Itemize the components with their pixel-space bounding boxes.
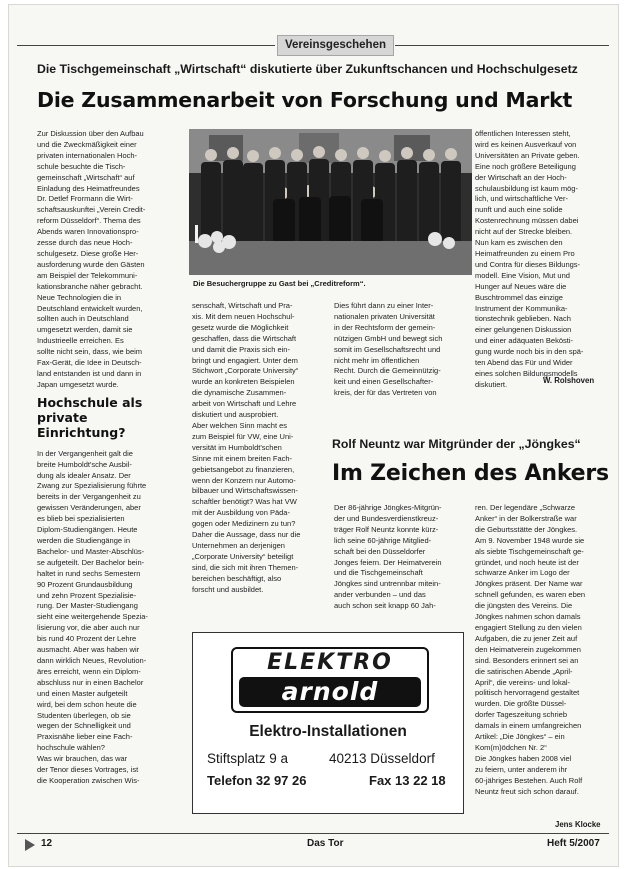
article1-col1-paragraph: In der Vergangenheit galt die breite Humboldt'sche Ausbil- dung als idealer Ansatz. Der Zwang zur Spezialisierung führte bereits in der Vergangenheit zu gewissen Veränderungen, aber es blieb bei spezialisierten Diplom-Studiengängen. Heute werden die Studiengänge in Bachelor- und Master-Abschlüs- se aufgeteilt. Der Bachelor bein- haltet in rund sechs Semestern 90 Prozent Grundausbildung und zehn Prozent Spezialisie- rung. Der Master-Studiengang sieht eine weitergehende Spezia- lisierung vor, die aber auch nur bis rund 40 Prozent der Lehre ausmacht. Aber was haben wir dann wirklich Neues, Revolution- äres erreicht, wenn ein Diplom- abschluss nur in einen Bachelor und einen Master aufgeteilt wird, bei dem schon heute die Studenten überlegen, ob sie wegen der Schnelligkeit und Praxisnähe lieber eine Fach- hochschule wählen? — [37, 448, 148, 753]
article1-col1-paragraph: Was wir brauchen, das war der Tenor dieses Vortrages, ist die Kooperation zwischen Wis- — [37, 754, 140, 785]
article1-col1-heading: Hochschule als private Einrichtung? — [37, 394, 143, 440]
group-photo-illustration — [189, 129, 472, 275]
magazine-page — [8, 4, 619, 867]
article2-subhead: Rolf Neuntz war Mitgründer der „Jöngkes“ — [332, 437, 581, 451]
article1-author: W. Rolshoven — [543, 376, 595, 385]
article1-column-1 — [37, 129, 177, 787]
article2-column-2 — [475, 503, 610, 797]
ad-brand-main: arnold — [239, 677, 421, 707]
ad-service: Elektro-Installationen — [249, 723, 407, 740]
article1-headline: Die Zusammenarbeit von Forschung und Markt — [37, 88, 573, 112]
top-rule-left — [17, 45, 275, 46]
article1-column-4 — [475, 129, 610, 391]
footer-rule — [17, 833, 609, 834]
article1-column-3 — [334, 301, 472, 399]
article1-col2-text: senschaft, Wirtschaft und Pra- xis. Mit dem neuen Hochschul- gesetz wurde die Möglichkeit geschaffen, dass die Wirtschaft und damit die Praxis sich ein- bringt und engagiert. Unter dem Stichwort „Corporate University“ wurde an konkreten Beispielen die dynamische Zusammen- arbeit von Wirtschaft und Lehre diskutiert und ausprobiert. Aber welchen Sinn macht es zum Beispiel für VW, eine Uni- versität im Humboldt'schen Sinne mit einem breiten Fach- gebietsangebot zu finanzieren, wenn der Konzern nur Automo- bilbauer und Wirtschaftswissen- schaftler benötigt? Was hat VW mit der Ausbildung von Päda- gogen oder Medizinern zu tun? Daher die Aussage, dass nur die Unternehmen an derjenigen „Corporate University“ beteiligt sind, die sich mit ihren Themen- bereichen beschäftigt, also forscht und ausbildet. — [192, 301, 301, 594]
article1-col4-text: öffentlichen Interessen steht, wird es keinen Ausverkauf von Universitäten an Private geben. Eine noch größere Beteiligung der Wirtschaft an der Hoch- schulausbildung ist kaum mög- lich, und wirtschaftliche Ver- nunft und auch eine solide Kostenrechnung müssen dabei nicht auf der Strecke bleiben. Nun kam es zwischen den Heimatfreunden zu einem Pro und Contra für dieses Bildungs- modell. Eine Vision, Mut und Hunger auf Neues wäre die Buschtrommel das einzige Instrument der Kommunika- tionstechnik geblieben. Nach einer gelungenen Diskussion und einer adäquaten Bekösti- gung wurde noch bis in den spä- ten Abend das Für und Wider eines solchen Bildungsmodells diskutiert. — [475, 129, 584, 389]
article2-author: Jens Klocke — [555, 820, 601, 829]
article2-column-1 — [334, 503, 470, 612]
article2-col1-text: Der 86-jährige Jöngkes-Mitgrün- der und Bundesverdienstkreuz- träger Rolf Neuntz konnte kürz- lich seine 60-jährige Mitglied- schaft bei den Düsseldorfer Jonges feiern. Der Heimatverein und die Tischgemeinschaft Jöngkes sind untrennbar mitein- ander verbunden – und das auch schon seit knapp 60 Jah- — [334, 503, 442, 611]
page-number: 12 — [41, 838, 53, 849]
article1-col1-paragraph: Zur Diskussion über den Aufbau und die Zweckmäßigkeit einer privaten internationalen Hoch- schule besuchte die Tisch- gemeinschaft „Wirtschaft“ auf Einladung des Heimatfreundes Dr. Detlef Frormann die Wirt- schaftsauskunftei „Verein Credit- reform Düsseldorf“. Thema des Abends waren Innovationspro- zesse durch das neue Hoch- schulgesetz. Diese große Her- ausforderung wurde den Gästen am Beispiel der Telekommuni- kationsbranche näher gebracht. Neue Technologien die in Deutschland entwickelt wurden, sollten auch in Deutschland umgesetzt werden, damit sie Industrieelle erreichen. Es sollte nicht sein, dass, wie beim Fax-Gerät, die Idee in Deutsch- land entstanden ist und dann in Japan umgesetzt wurde. — [37, 129, 146, 389]
ad-logo — [231, 647, 429, 713]
issue-number: Heft 5/2007 — [547, 838, 600, 849]
article2-col2-text: ren. Der legendäre „Schwarze Anker“ in der Bolkerstraße war die Geburtsstätte der Jöngkes. Am 9. November 1948 wurde sie als siebte Tischgemeinschaft ge- gründet, und noch heute ist der schwarze Anker im Logo der Jöngkes präsent. Der Name war schnell gefunden, es waren eben die jüngsten des Vereins. Die Jöngkes nahmen schon damals engagiert Stellung zu den vielen Aufgaben, die zu jener Zeit auf den Heimatverein zugekommen sind. Besonders erinnert sei an die satirischen Abende „April- April“, die vereins- und lokal- politisch hervorragend gestaltet wurden. Die größte Düssel- dorfer Tageszeitung schrieb damals in einem umfangreichen Artikel: „Die Jöngkes“ – ein Kom(m)ödchen Nr. 2“ Die Jöngkes haben 2008 viel zu feiern, unter anderem ihr 60-jähriges Bestehen. Auch Rolf Neuntz freut sich schon darauf. — [475, 503, 586, 796]
article1-subhead: Die Tischgemeinschaft „Wirtschaft“ diskutierte über Zukunftschancen und Hochschulgesetz — [37, 62, 578, 76]
group-photo — [189, 129, 472, 275]
top-rule-right — [395, 45, 609, 46]
ad-fax: Fax 13 22 18 — [369, 773, 446, 788]
ad-phone: Telefon 32 97 26 — [207, 773, 307, 788]
magazine-name: Das Tor — [307, 838, 344, 849]
photo-caption: Die Besuchergruppe zu Gast bei „Creditreform“. — [193, 279, 366, 288]
ad-street: Stiftsplatz 9 a — [207, 751, 289, 766]
ad-brand-top: ELEKTRO — [267, 650, 393, 675]
article1-column-2 — [192, 301, 327, 595]
elektro-arnold-ad — [192, 632, 464, 814]
article1-col3-text: Dies führt dann zu einer Inter- nationalen privaten Universität in der Rechtsform der gemein- nützigen GmbH und bewegt sich somit im Gesellschaftsrecht und nicht mehr im öffentlichen Recht. Durch die Gemeinnützig- keit und einen Gesellschafter- kreis, der für das Vertreten von — [334, 301, 443, 398]
ad-city: 40213 Düsseldorf — [329, 751, 435, 766]
section-tab: Vereinsgeschehen — [277, 35, 394, 56]
article2-headline: Im Zeichen des Ankers — [332, 461, 609, 486]
page-arrow-icon — [25, 839, 35, 851]
